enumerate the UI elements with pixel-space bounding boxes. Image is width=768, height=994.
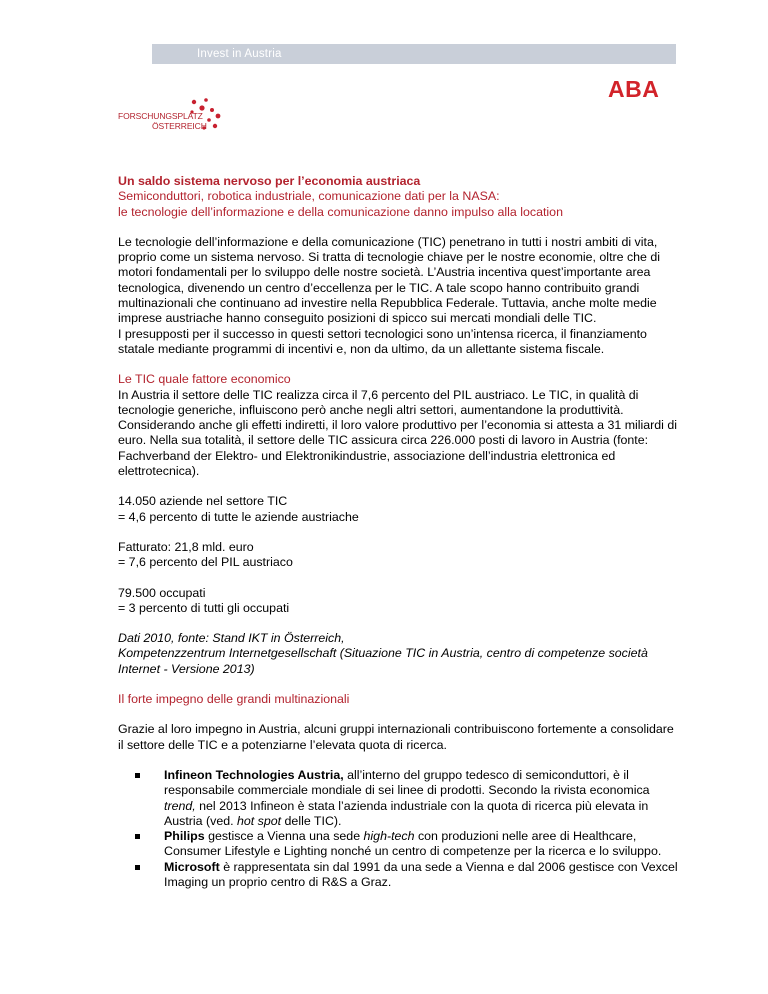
stat1-line2: = 4,6 percento di tutte le aziende austriache: [118, 509, 359, 524]
header-band: [152, 44, 676, 64]
intro-paragraph-2: I presupposti per il successo in questi settori tecnologici sono un’intensa ricerca, il finanziamento statale mediante programmi di incentivi e, non da ultimo, da un allettante sistema fiscale.: [118, 326, 647, 356]
list-item: Philips gestisce a Vienna una sede high-tech con produzioni nelle aree di Healthcare, Consumer Lifestyle e Lighting nonché un centro di competenze per la ricerca e lo sviluppo.: [164, 829, 678, 860]
source-line1: Dati 2010, fonte: Stand IKT in Österreich,: [118, 631, 345, 646]
list-item: Microsoft è rappresentata sin dal 1991 da una sede a Vienna e dal 2006 gestisce con Vexcel Imaging un proprio centro di R&S a Graz.: [164, 859, 678, 889]
article-subtitle-1: Semiconduttori, robotica industriale, comunicazione dati per la NASA:: [118, 189, 500, 204]
article-subtitle-2: le tecnologie dell’informazione e della comunicazione danno impulso alla location: [118, 204, 563, 219]
article-title: Un saldo sistema nervoso per l’economia austriaca: [118, 174, 421, 188]
stat3-line1: 79.500 occupati: [118, 585, 206, 600]
band-text: Invest in Austria: [197, 48, 282, 60]
section2-heading: Il forte impegno delle grandi multinazionali: [118, 692, 350, 707]
brand-logo: ABA: [608, 76, 660, 102]
stat2-line1: Fatturato: 21,8 mld. euro: [118, 539, 254, 554]
company-list: [118, 768, 678, 890]
section1-text: In Austria il settore delle TIC realizza circa il 7,6 percento del PIL austriaco. Le TIC, in qualità di tecnologie generiche, influiscono però anche negli altri settori, aumentandone la produttività. Considerando anche gli effetti indiretti, il loro valore produttivo per l’economia si attesta a 31 miliardi di euro. Nella sua totalità, il settore delle TIC assicura circa 226.000 posti di lavoro in Austria (fonte: Fachverband der Elektro- und Elektronikindustrie, associazione dell’industria elettronica ed elettrotecnica).: [118, 387, 678, 479]
logo-line1: FORSCHUNGSPLATZ: [118, 111, 203, 121]
list-item: Infineon Technologies Austria, all’interno del gruppo tedesco di semiconduttori, è il responsabile commerciale mondiale di sei linee di prodotti. Secondo la rivista economica trend, nel 2013 Infineon è stata l’azienda industriale con la quota di ricerca più elevata in Austria (ved. hot spot delle TIC).: [164, 768, 678, 829]
logo-line2: ÖSTERREICH: [152, 121, 207, 131]
stat3-line2: = 3 percento di tutti gli occupati: [118, 600, 290, 615]
source-line2: Kompetenzzentrum Internetgesellschaft (Situazione TIC in Austria, centro di competenze società Internet - Versione 2013): [118, 646, 648, 676]
intro-paragraph-1: Le tecnologie dell’informazione e della comunicazione (TIC) penetrano in tutti i nostri ambiti di vita, proprio come un sistema nervoso. Si tratta di tecnologie chiave per le nostre economie, oltre che di motori fondamentali per lo sviluppo delle nostre società. L’Austria incentiva quest’importante area tecnologica, divenendo un centro d’eccellenza per le TIC. A tale scopo hanno contribuito grandi multinazionali che continuano ad investire nella Repubblica Federale. Tuttavia, anche molte medie imprese austriache hanno conseguito posizioni di spicco sui mercati mondiali delle TIC.: [118, 234, 661, 326]
stat1-line1: 14.050 aziende nel settore TIC: [118, 494, 288, 509]
section1-heading: Le TIC quale fattore economico: [118, 372, 291, 387]
section2-text: Grazie al loro impegno in Austria, alcuni gruppi internazionali contribuiscono fortemente a consolidare il settore delle TIC e a potenziarne l’elevata quota di ricerca.: [118, 722, 674, 752]
stat2-line2: = 7,6 percento del PIL austriaco: [118, 555, 293, 570]
article: [118, 174, 678, 890]
